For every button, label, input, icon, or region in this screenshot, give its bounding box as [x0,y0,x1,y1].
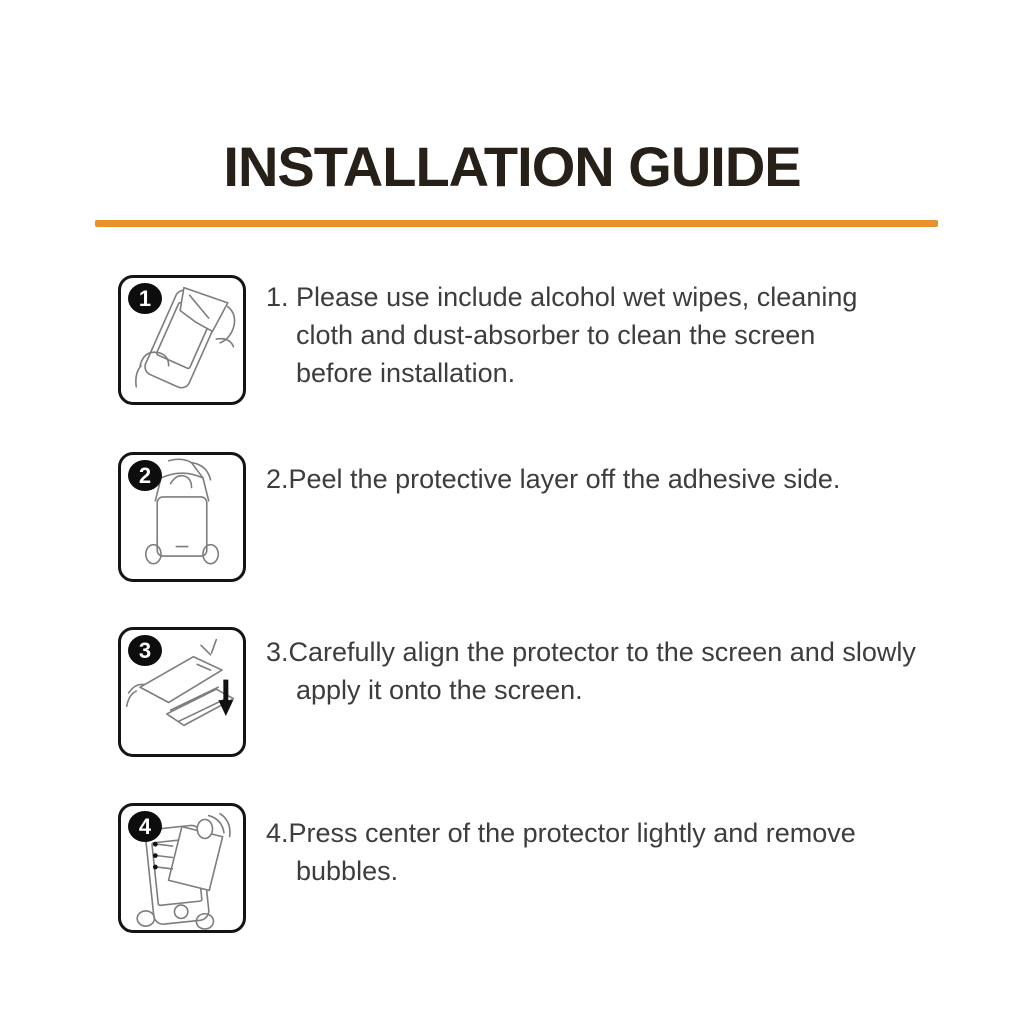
step-1-line-2: cloth and dust-absorber to clean the screen [296,320,816,350]
step-1-figure [118,275,246,405]
step-2-figure [118,452,246,582]
page-title: INSTALLATION GUIDE [223,135,801,198]
step-3-figure [118,627,246,757]
step-3-line-2: apply it onto the screen. [296,675,583,705]
step-4-text [266,814,916,890]
step-1-line-3: before installation. [296,358,516,388]
step-1-number-badge: 1 [128,283,162,314]
step-3-number-badge: 3 [128,635,162,666]
step-2-line-1: 2.Peel the protective layer off the adhesive side. [266,464,841,494]
step-2-number-badge: 2 [128,460,162,491]
step-1-line-1: 1. Please use include alcohol wet wipes, cleaning [266,282,858,312]
step-1-text [266,278,916,392]
step-4-line-2: bubbles. [296,856,399,886]
step-4-number-badge: 4 [128,811,162,842]
step-3-text [266,633,916,709]
step-4-figure [118,803,246,933]
step-4-line-1: 4.Press center of the protector lightly and remove [266,818,856,848]
step-3-line-1: 3.Carefully align the protector to the screen and slowly [266,637,916,667]
orange-divider [95,220,938,227]
step-2-text [266,460,916,498]
